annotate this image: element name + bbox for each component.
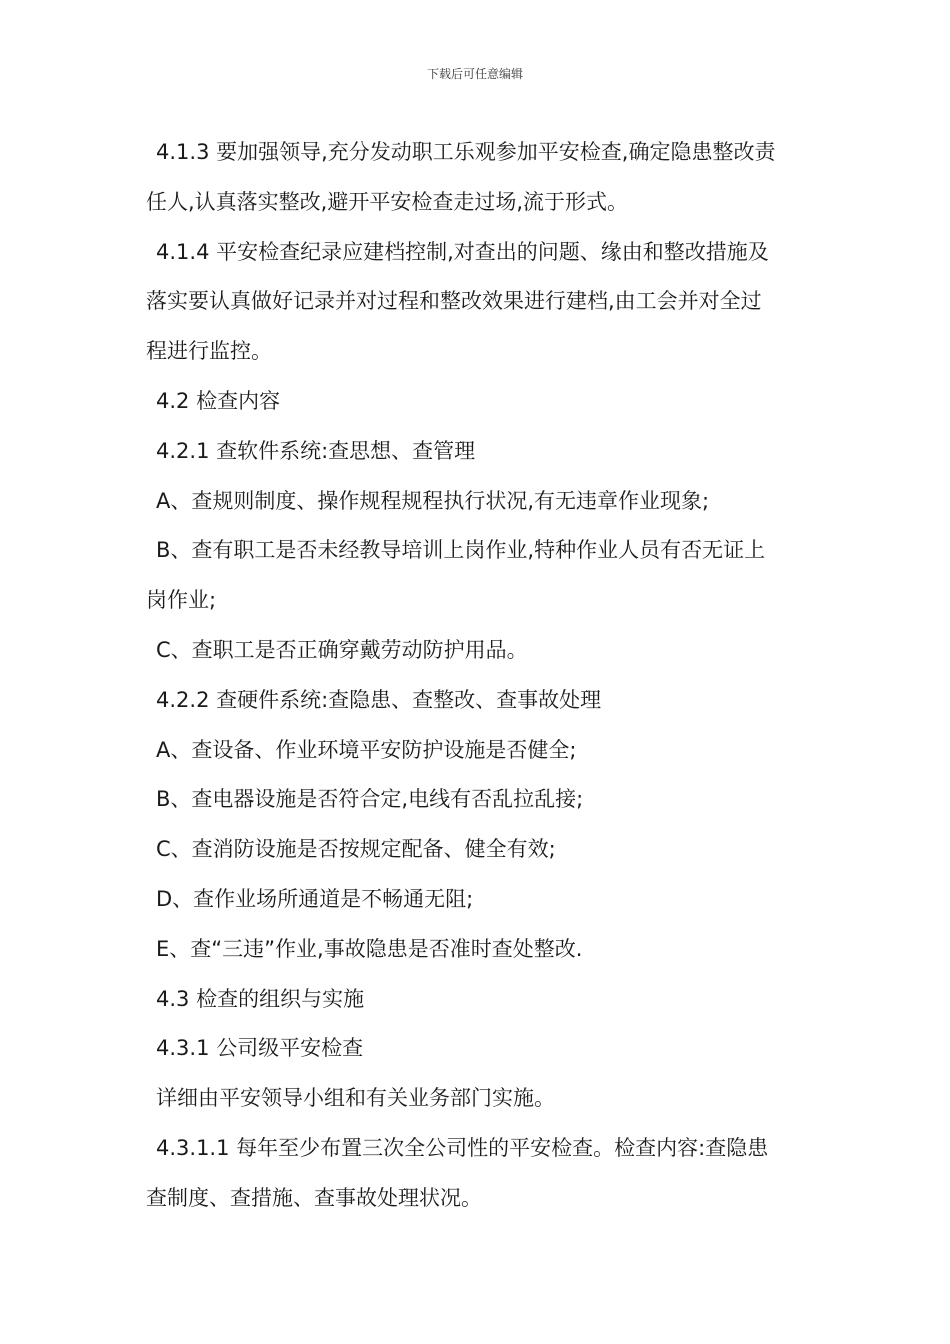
text-line: 4.1.3 要加强领导,充分发动职工乐观参加平安检查,确定隐患整改责	[156, 140, 776, 164]
text-line: 4.1.4 平安检查纪录应建档控制,对查出的问题、缘由和整改措施及	[156, 239, 769, 264]
text-line: C、查职工是否正确穿戴劳动防护用品。	[156, 637, 528, 662]
text-line: 4.2.2 查硬件系统:查隐患、查整改、查事故处理	[156, 687, 602, 712]
text-line: 4.3 检查的组织与实施	[156, 986, 365, 1011]
text-line: E、查“三违”作业,事故隐患是否准时查处整改.	[156, 936, 583, 961]
text-line: C、查消防设施是否按规定配备、健全有效;	[156, 837, 556, 862]
text-line: 4.3.1 公司级平安检查	[156, 1036, 364, 1061]
text-line: 程进行监控。	[146, 339, 272, 364]
page-header: 下载后可任意编辑	[426, 67, 523, 81]
text-line: 查制度、查措施、查事故处理状况。	[146, 1185, 482, 1210]
text-line: A、查设备、作业环境平安防护设施是否健全;	[156, 737, 577, 762]
text-line: 详细由平安领导小组和有关业务部门实施。	[156, 1086, 555, 1111]
text-line: A、查规则制度、操作规程规程执行状况,有无违章作业现象;	[156, 488, 710, 513]
document-body	[146, 128, 811, 1224]
text-line: 4.2 检查内容	[156, 388, 281, 413]
text-line: 任人,认真落实整改,避开平安检查走过场,流于形式。	[146, 189, 629, 214]
text-line: 4.3.1.1 每年至少布置三次全公司性的平安检查。检查内容:查隐患	[156, 1135, 769, 1160]
text-line: B、查有职工是否未经教导培训上岗作业,特种作业人员有否无证上	[156, 538, 766, 563]
text-line: 岗作业;	[146, 588, 217, 613]
text-line: 4.2.1 查软件系统:查思想、查管理	[156, 438, 476, 463]
text-line: 落实要认真做好记录并对过程和整改效果进行建档,由工会并对全过	[146, 289, 762, 314]
text-line: B、查电器设施是否符合定,电线有否乱拉乱接;	[156, 787, 584, 812]
text-line: D、查作业场所通道是不畅通无阻;	[156, 886, 474, 911]
